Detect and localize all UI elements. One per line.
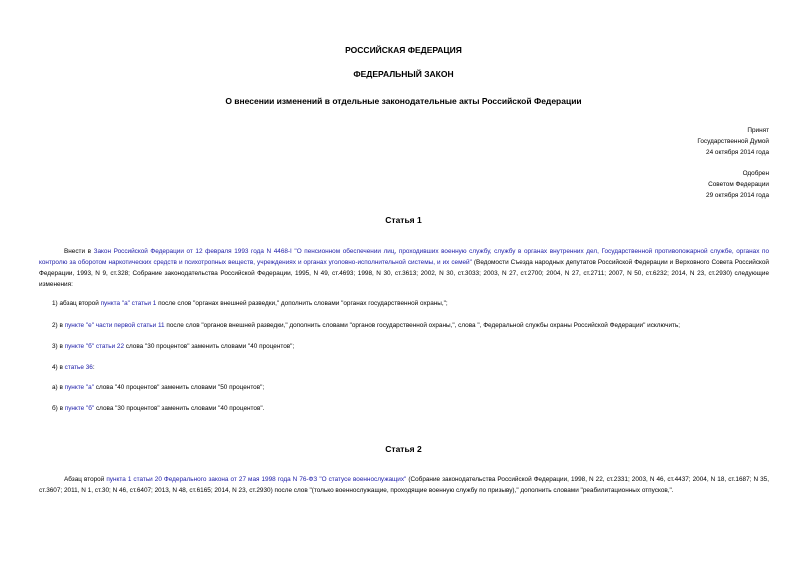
- approval-label: Одобрен: [742, 170, 769, 177]
- item-1-text-pre: 1) абзац второй: [52, 300, 101, 307]
- item-4-link[interactable]: статье 36: [64, 364, 93, 371]
- item-3-text-pre: 3) в: [52, 343, 65, 350]
- item-2-text-pre: 2) в: [52, 322, 65, 329]
- item-2-link[interactable]: пункте "е" части первой статьи 11: [64, 322, 165, 329]
- article-2-heading: Статья 2: [385, 444, 422, 454]
- article-2-text-pre: Абзац второй: [64, 476, 107, 483]
- article-1-item-4: [52, 362, 767, 373]
- country-heading: РОССИЙСКАЯ ФЕДЕРАЦИЯ: [345, 45, 462, 55]
- item-3-text-post: слова "30 процентов" заменить словами "40 процентов";: [124, 343, 295, 350]
- item-4-text-post: :: [92, 364, 95, 371]
- article-1-intro: [39, 246, 769, 290]
- approval-date: 29 октября 2014 года: [706, 192, 769, 199]
- subitem-a-text-post: слова "40 процентов" заменить словами "50 процентов";: [93, 384, 265, 391]
- law-76-fz-link[interactable]: пункта 1 статьи 20 Федерального закона от 27 мая 1998 года N 76-ФЗ "О статусе военнослужащих": [106, 476, 407, 483]
- subitem-a-link[interactable]: пункте "а": [64, 384, 94, 391]
- item-4-text-pre: 4) в: [52, 364, 65, 371]
- item-3-link[interactable]: пункте "б" статьи 22: [64, 343, 125, 350]
- article-1-item-2: [52, 320, 767, 331]
- article-1-heading: Статья 1: [385, 215, 422, 225]
- document-title: О внесении изменений в отдельные законодательные акты Российской Федерации: [225, 96, 582, 106]
- article-2-paragraph: [39, 474, 769, 496]
- item-1-link[interactable]: пункта "а" статьи 1: [100, 300, 157, 307]
- item-1-text-post: после слов "органах внешней разведки," дополнить словами "органах государственной охраны,";: [156, 300, 448, 307]
- law-4468-link[interactable]: Закон Российской Федерации от 12 февраля 1993 года N 4468-I "О пенсионном обеспечении лиц, проходивших военную службу, службу в органах внутренних дел, Государственной противопожарной службе, органах по контролю за оборотом наркотических средств и психотропных веществ, учреждениях и органах уголовно-исполнительной системы, и их семей": [39, 248, 769, 266]
- subitem-b-text-pre: б) в: [52, 405, 65, 412]
- article-1-item-1: [52, 298, 767, 309]
- subitem-b-text-post: слова "30 процентов" заменить словами "40 процентов".: [94, 405, 265, 412]
- intro-text-post: (Ведомости Съезда народных депутатов Российской Федерации и Верховного Совета Российской Федерации, 1993, N 9, ст.328; Собрание законодательства Российской Федерации, 1995, N 49, ст.4693; 1998, N 30, ст.3613; 2002, N 30, ст.3033; 2003, N 27, ст.2700; 2004, N 27, ст.2711; 2007, N 50, ст.6232; 2014, N 23, ст.2930) следующие изменения:: [39, 259, 769, 288]
- article-1-item-3: [52, 341, 767, 352]
- approval-block: [706, 168, 769, 201]
- article-2-text-post: (Собрание законодательства Российской Федерации, 1998, N 22, ст.2331; 2003, N 46, ст.4437; 2004, N 18, ст.1687; N 35, ст.3607; 2011, N 1, ст.30; N 46, ст.6407; 2013, N 48, ст.6165; 2014, N 23, ст.2930) после слов "(только военнослужащие, проходящие военную службу по призыву)," дополнить словами "реабилитационных отпусков,".: [39, 476, 769, 494]
- approval-body: Советом Федерации: [708, 181, 769, 188]
- adoption-label: Принят: [747, 127, 769, 134]
- item-2-text-post: после слов "органов внешней разведки," дополнить словами "органов государственной охраны,", слова ", Федеральной службы охраны Российской Федерации" исключить;: [164, 322, 681, 329]
- subitem-b-link[interactable]: пункте "б": [64, 405, 95, 412]
- law-type-heading: ФЕДЕРАЛЬНЫЙ ЗАКОН: [353, 69, 454, 79]
- article-1-subitem-a: [52, 382, 767, 393]
- adoption-date: 24 октября 2014 года: [706, 149, 769, 156]
- adoption-body: Государственной Думой: [697, 138, 769, 145]
- article-1-subitem-b: [52, 403, 767, 414]
- adoption-block: [697, 125, 769, 158]
- intro-text-pre: Внести в: [64, 248, 94, 255]
- subitem-a-text-pre: а) в: [52, 384, 65, 391]
